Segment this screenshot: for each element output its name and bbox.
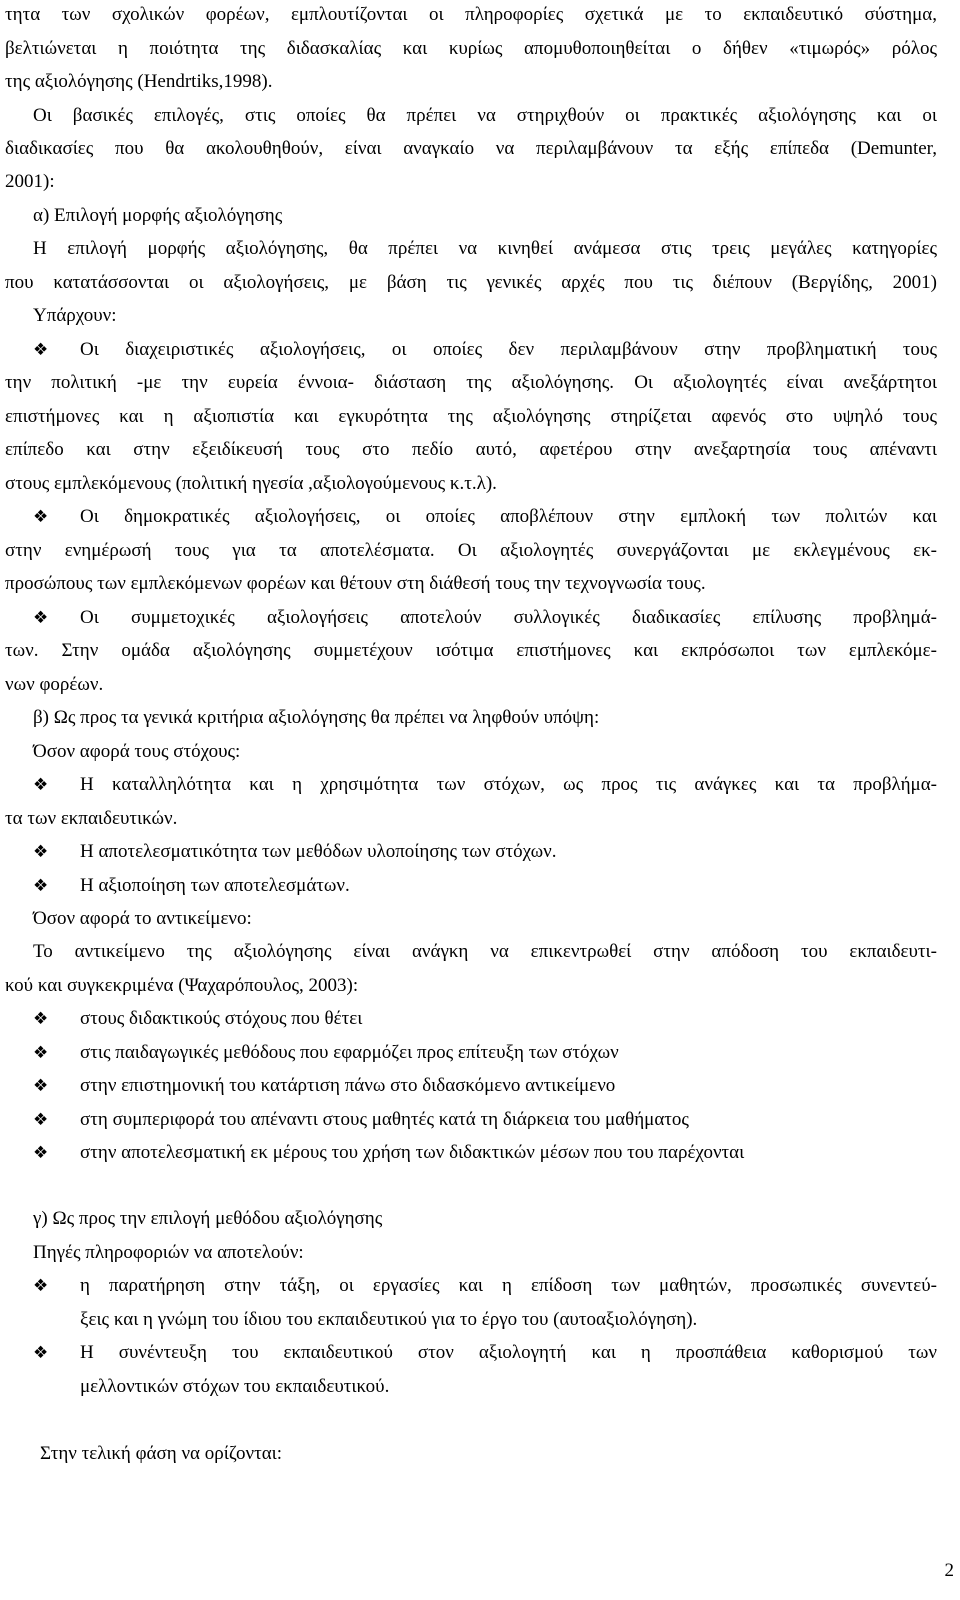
text-line [0,540,960,570]
text-line [0,272,960,302]
line-text: στη συμπεριφορά του απέναντι στους μαθητές κατά τη διάρκεια του μαθήματος [80,1109,689,1130]
bullet-line [0,1075,960,1105]
bullet-line [0,1042,960,1072]
text-line [0,908,960,938]
text-line [0,1309,960,1339]
text-line [0,171,960,201]
diamond-bullet-icon: ❖ [33,775,49,795]
section-heading: β) Ως προς τα γενικά κριτήρια αξιολόγησης θα πρέπει να ληφθούν υπόψη: [33,707,600,728]
text-line [0,105,960,135]
diamond-bullet-icon: ❖ [33,340,49,360]
line-text: επίπεδο και στην εξειδίκευσή τους στο πεδίο αυτό, αφετέρου στην ανεξαρτησία τους απέναντι [5,439,937,460]
text-line [0,406,960,436]
text-line [0,305,960,335]
text-line [0,473,960,503]
line-text: της αξιολόγησης (Hendrtiks,1998). [5,71,273,92]
section-heading: α) Επιλογή μορφής αξιολόγησης [33,205,283,226]
line-text: Υπάρχουν: [33,305,117,326]
bullet-line [0,1342,960,1372]
bullet-line [0,774,960,804]
section-heading: γ) Ως προς την επιλογή μεθόδου αξιολόγησης [33,1208,383,1229]
line-text: Όσον αφορά τους στόχους: [33,741,241,762]
line-text: προσώπους των εμπλεκόμενων φορέων και θέτουν στη διάθεσή τους την τεχνογνωσία τους. [5,573,706,594]
line-text: τα των εκπαιδευτικών. [5,808,178,829]
text-line [0,707,960,737]
text-line [0,674,960,704]
diamond-bullet-icon: ❖ [33,507,49,527]
page-number: 2 [944,1560,954,1581]
line-text: η παρατήρηση στην τάξη, οι εργασίες και η επίδοση των μαθητών, προσωπικές συνεντεύ- [80,1275,937,1296]
line-text: στην ενημέρωσή τους για τα αποτελέσματα. Οι αξιολογητές συνεργάζονται με εκλεγμένους εκ- [5,540,937,561]
line-text: Οι συμμετοχικές αξιολογήσεις αποτελούν συλλογικές διαδικασίες επίλυσης προβλημά- [80,607,937,628]
text-line [0,205,960,235]
line-text: των. Στην ομάδα αξιολόγησης συμμετέχουν ισότιμα επιστήμονες και εκπρόσωποι των εμπλεκόμε- [5,640,937,661]
line-text: στις παιδαγωγικές μεθόδους που εφαρμόζει προς επίτευξη των στόχων [80,1042,619,1063]
line-text: Το αντικείμενο της αξιολόγησης είναι ανάγκη να επικεντρωθεί στην απόδοση του εκπαιδευτι- [33,941,937,962]
bullet-line [0,875,960,905]
diamond-bullet-icon: ❖ [33,1009,49,1029]
text-line [0,741,960,771]
bullet-line [0,1275,960,1305]
bullet-line [0,1109,960,1139]
text-line [0,138,960,168]
diamond-bullet-icon: ❖ [33,608,49,628]
line-text: Πηγές πληροφοριών να αποτελούν: [33,1242,304,1263]
diamond-bullet-icon: ❖ [33,1110,49,1130]
text-line [0,808,960,838]
text-line [0,1443,960,1473]
line-text: ξεις και η γνώμη του ίδιου του εκπαιδευτικού για το έργο του (αυτοαξιολόγηση). [80,1309,698,1330]
text-line [0,439,960,469]
bullet-line [0,1142,960,1172]
bullet-line [0,841,960,871]
text-line [0,941,960,971]
text-line [0,372,960,402]
line-text: Όσον αφορά το αντικείμενο: [33,908,252,929]
diamond-bullet-icon: ❖ [33,876,49,896]
bullet-line [0,506,960,536]
text-line [0,4,960,34]
line-text: Η καταλληλότητα και η χρησιμότητα των στόχων, ως προς τις ανάγκες και τα προβλήμα- [80,774,937,795]
line-text: που κατατάσσονται οι αξιολογήσεις, με βάση τις γενικές αρχές που τις διέπουν (Βεργίδης, 2001) [5,272,937,293]
text-line [0,1242,960,1272]
line-text: μελλοντικών στόχων του εκπαιδευτικού. [80,1376,390,1397]
line-text: Η αποτελεσματικότητα των μεθόδων υλοποίησης των στόχων. [80,841,557,862]
bullet-line [0,607,960,637]
diamond-bullet-icon: ❖ [33,1276,49,1296]
text-line [0,38,960,68]
line-text: στους διδακτικούς στόχους που θέτει [80,1008,363,1029]
line-text: στους εμπλεκόμενους (πολιτική ηγεσία ,αξιολογούμενους κ.τ.λ). [5,473,497,494]
line-text: Στην τελική φάση να ορίζονται: [40,1443,283,1464]
line-text: Οι βασικές επιλογές, στις οποίες θα πρέπει να στηριχθούν οι πρακτικές αξιολόγησης και οι [33,105,937,126]
line-text: διαδικασίες που θα ακολουθηθούν, είναι αναγκαίο να περιλαμβάνουν τα εξής επίπεδα (Demunter, [5,138,937,159]
line-text: Οι δημοκρατικές αξιολογήσεις, οι οποίες αποβλέπουν στην εμπλοκή των πολιτών και [80,506,937,527]
line-text: τητα των σχολικών φορέων, εμπλουτίζονται οι πληροφορίες σχετικά με το εκπαιδευτικό σύστημα, [5,4,937,25]
text-line [0,1208,960,1238]
line-text: νων φορέων. [5,674,104,695]
bullet-line [0,1008,960,1038]
text-line [0,238,960,268]
line-text: 2001): [5,171,55,192]
diamond-bullet-icon: ❖ [33,1143,49,1163]
diamond-bullet-icon: ❖ [33,1043,49,1063]
line-text: βελτιώνεται η ποιότητα της διδασκαλίας και κυρίως απομυθοποιηθείται ο δήθεν «τιμωρός» ρόλος [5,38,937,59]
line-text: στην αποτελεσματική εκ μέρους του χρήση των διδακτικών μέσων που του παρέχονται [80,1142,745,1163]
text-line [0,573,960,603]
diamond-bullet-icon: ❖ [33,1076,49,1096]
diamond-bullet-icon: ❖ [33,842,49,862]
line-text: κού και συγκεκριμένα (Ψαχαρόπουλος, 2003): [5,975,359,996]
line-text: Η επιλογή μορφής αξιολόγησης, θα πρέπει να κινηθεί ανάμεσα στις τρεις μεγάλες κατηγορίες [33,238,937,259]
text-line [0,640,960,670]
text-line [0,71,960,101]
text-line [0,1376,960,1406]
diamond-bullet-icon: ❖ [33,1343,49,1363]
line-text: στην επιστημονική του κατάρτιση πάνω στο διδασκόμενο αντικείμενο [80,1075,616,1096]
bullet-line [0,339,960,369]
line-text: Οι διαχειριστικές αξιολογήσεις, οι οποίες δεν περιλαμβάνουν στην προβληματική τους [80,339,937,360]
line-text: επιστήμονες και η αξιοπιστία και εγκυρότητα της αξιολόγησης στηρίζεται αφενός στο υψηλό τους [5,406,937,427]
line-text: Η αξιοποίηση των αποτελεσμάτων. [80,875,350,896]
line-text: την πολιτική -με την ευρεία έννοια- διάσταση της αξιολόγησης. Οι αξιολογητές είναι ανεξάρτητοι [5,372,937,393]
line-text: Η συνέντευξη του εκπαιδευτικού στον αξιολογητή και η προσπάθεια καθορισμού των [80,1342,937,1363]
text-line [0,975,960,1005]
